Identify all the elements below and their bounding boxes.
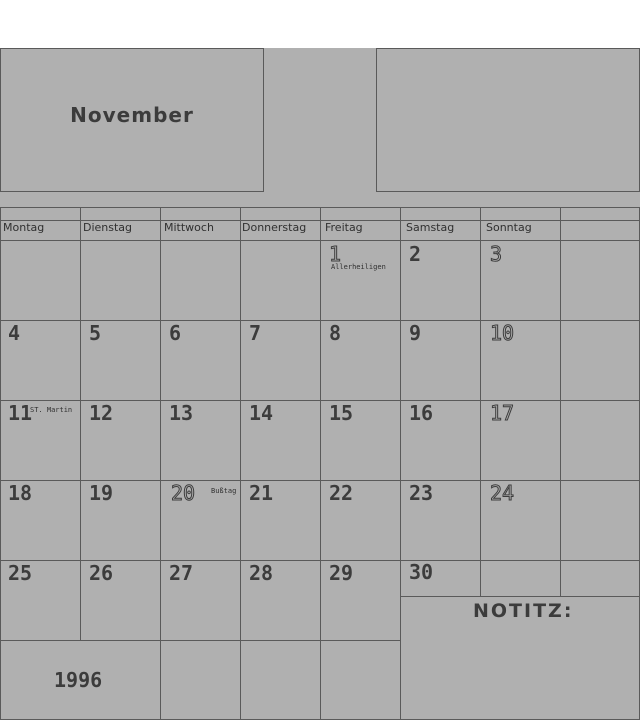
day-17: 17 (490, 401, 515, 425)
day-7: 7 (249, 321, 262, 345)
day-30: 30 (409, 560, 434, 584)
day-1: 1 (329, 242, 342, 266)
grid-vline-3 (240, 207, 241, 720)
day-27: 27 (169, 561, 194, 585)
day-23: 23 (409, 481, 434, 505)
grid-vline-5 (400, 207, 401, 720)
weekday-montag: Montag (3, 221, 45, 234)
month-title: November (70, 103, 194, 127)
day-20: 20 (171, 481, 196, 505)
weekday-sonntag: Sonntag (486, 221, 532, 234)
day-16: 16 (409, 401, 434, 425)
grid-vline-4 (320, 207, 321, 720)
holiday-busstag: Bußtag (211, 487, 237, 495)
weekday-dienstag: Dienstag (83, 221, 133, 234)
weekday-freitag: Freitag (325, 221, 363, 234)
day-24: 24 (490, 481, 515, 505)
day-5: 5 (89, 321, 102, 345)
day-26: 26 (89, 561, 114, 585)
day-18: 18 (8, 481, 33, 505)
day-2: 2 (409, 242, 422, 266)
month-box (0, 48, 264, 192)
day-12: 12 (89, 401, 114, 425)
day-22: 22 (329, 481, 354, 505)
image-box (376, 48, 640, 192)
day-10: 10 (490, 321, 515, 345)
grid-vline-2 (160, 207, 161, 720)
day-8: 8 (329, 321, 342, 345)
day-29: 29 (329, 561, 354, 585)
year-label: 1996 (54, 668, 103, 692)
top-gap (0, 192, 640, 207)
holiday-st-martin: ST. Martin (30, 406, 73, 414)
day-28: 28 (249, 561, 274, 585)
day-13: 13 (169, 401, 194, 425)
day-15: 15 (329, 401, 354, 425)
holiday-allerheiligen: Allerheiligen (331, 263, 386, 271)
day-3: 3 (490, 242, 503, 266)
weekday-donnerstag: Donnerstag (242, 221, 307, 234)
day-4: 4 (8, 321, 21, 345)
day-9: 9 (409, 321, 422, 345)
day-25: 25 (8, 561, 33, 585)
grid-vline-6 (480, 207, 481, 596)
day-11: 11 (8, 401, 33, 425)
weekday-mittwoch: Mittwoch (164, 221, 214, 234)
weekday-samstag: Samstag (406, 221, 455, 234)
day-19: 19 (89, 481, 114, 505)
notes-label: NOTITZ: (473, 600, 574, 622)
day-14: 14 (249, 401, 274, 425)
grid-line-row5-left (0, 640, 400, 641)
grid-vline-1 (80, 207, 81, 640)
day-21: 21 (249, 481, 274, 505)
day-6: 6 (169, 321, 182, 345)
grid-vline-7 (560, 207, 561, 596)
grid-vline-0 (0, 207, 1, 720)
grid-line-notes-top (400, 596, 640, 597)
